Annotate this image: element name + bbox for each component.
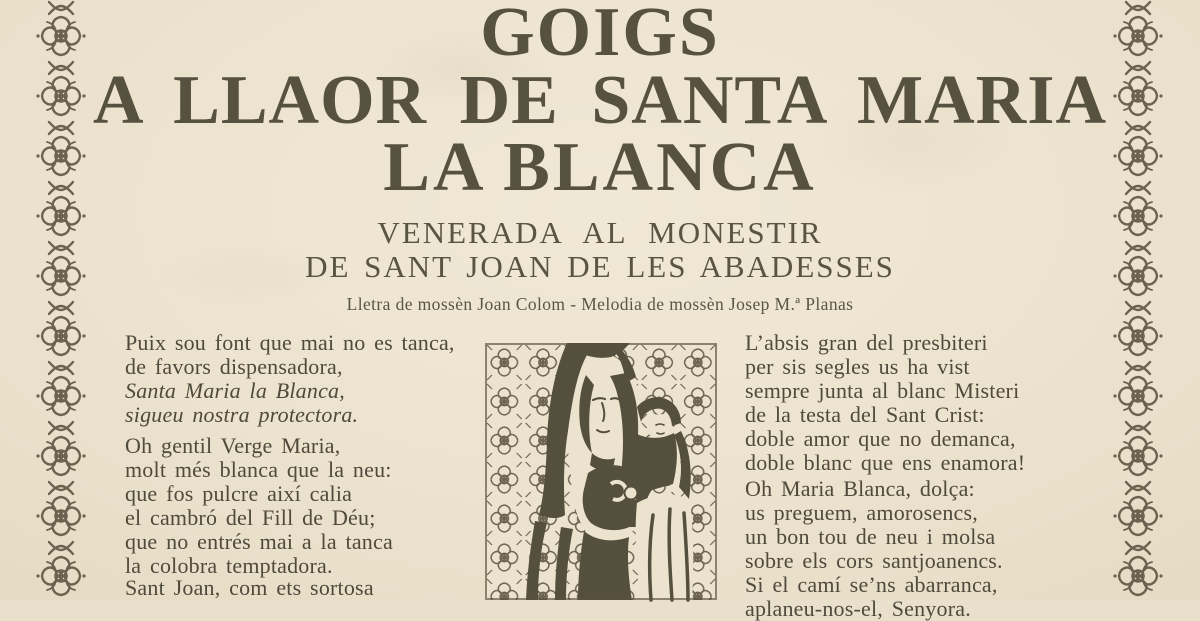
verse-line: de favors dispensadora,: [125, 354, 343, 379]
madonna-and-child-illustration: [485, 343, 717, 600]
verse-line: L’absis gran del presbiteri: [745, 330, 988, 355]
main-title-line-1: GOIGS: [480, 0, 720, 71]
verse-line: molt més blanca que la neu:: [125, 457, 392, 482]
verse-line: doble blanc que ens enamora!: [745, 450, 1026, 475]
verse-line: el cambró del Fill de Déu;: [125, 505, 376, 530]
orb: [625, 487, 638, 500]
right-ornamental-border: [1111, 0, 1165, 600]
left-column-stanza-3: [125, 576, 485, 600]
verse-line: sempre junta al blanc Misteri: [745, 378, 1020, 403]
verse-line: sigueu nostra protectora.: [125, 402, 359, 427]
right-column-stanza-1: [745, 331, 1090, 475]
verse-line: Si el camí se’ns abarranca,: [745, 572, 998, 597]
verse-line: de la testa del Sant Crist:: [745, 402, 985, 427]
verse-line: per sis segles us ha vist: [745, 354, 970, 379]
verse-line: Puix sou font que mai no es tanca,: [125, 330, 455, 355]
left-column-stanza-2: [125, 434, 485, 578]
verse-line: Santa Maria la Blanca,: [125, 378, 345, 403]
verse-line: sobre els cors santjoanencs.: [745, 548, 1003, 573]
main-title-line-3: LA BLANCA: [383, 129, 817, 206]
verse-line: que no entrés mai a la tanca: [125, 529, 393, 554]
subtitle-line-1: VENERADA AL MONESTIR: [377, 215, 823, 250]
verse-line: Sant Joan, com ets sortosa: [125, 575, 374, 600]
verse-line: la colobra temptadora.: [125, 553, 333, 578]
verse-line: Oh gentil Verge Maria,: [125, 433, 341, 458]
page-header: [90, 0, 1110, 314]
right-column-stanza-2: [745, 477, 1090, 621]
left-ornamental-border: [34, 0, 88, 600]
verse-line: un bon tou de neu i molsa: [745, 524, 996, 549]
main-title-line-2: A LLAOR DE SANTA MARIA: [92, 62, 1108, 139]
credit-line: Lletra de mossèn Joan Colom - Melodia de mossèn Josep M.ª Planas: [346, 294, 854, 314]
verse-line: us preguem, amorosencs,: [745, 500, 978, 525]
verse-line: aplaneu-nos-el, Senyora.: [745, 596, 971, 621]
verse-line: doble amor que no demanca,: [745, 426, 1016, 451]
left-column-stanza-1: [125, 331, 485, 427]
verse-line: que fos pulcre així calia: [125, 481, 353, 506]
verse-line: Oh Maria Blanca, dolça:: [745, 476, 975, 501]
subtitle-line-2: DE SANT JOAN DE LES ABADESSES: [305, 249, 895, 284]
